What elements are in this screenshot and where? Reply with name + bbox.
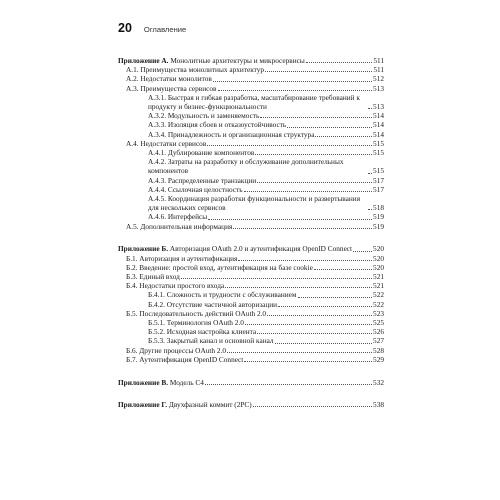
dot-leader (298, 296, 373, 298)
toc-entry-label: А.2. Недостатки монолитов (126, 74, 212, 84)
dot-leader (260, 116, 372, 118)
toc-entry-label: Б.5.2. Исходная настройка клиента (148, 327, 257, 337)
toc-page-number: 518 (373, 203, 384, 213)
toc-page-number: 520 (373, 253, 384, 263)
toc-subsection-entry (118, 194, 384, 212)
toc-page-number: 514 (373, 120, 384, 130)
appendix-label-rest: Модель C4 (168, 377, 204, 387)
appendix-label-bold: Приложение А. (118, 56, 169, 65)
toc-entry-label: Б.6. Другие процессы OAuth 2.0 (126, 345, 226, 355)
appendix-label-rest: Двухфазный коммит (2PC) (167, 400, 252, 410)
toc-entry-label: Б.4.2. Отсутствие частичной авторизации (148, 299, 278, 309)
toc-entry-label: Б.7. Аутентификация OpenID Connect (126, 354, 244, 364)
dot-leader (218, 89, 373, 91)
dot-leader (255, 153, 372, 155)
dot-leader (208, 218, 372, 220)
toc-page-number: 514 (373, 129, 384, 139)
toc-page-number: 521 (373, 281, 384, 291)
dot-leader (265, 70, 372, 72)
toc-section-entry (118, 84, 384, 93)
appendix-block (118, 400, 384, 409)
toc-section-entry (118, 309, 384, 318)
toc-subsection-entry (118, 93, 384, 111)
toc-page-number: 519 (373, 212, 384, 222)
toc-entry-label: Б.3. Единый вход (126, 271, 180, 281)
dot-leader (306, 61, 373, 63)
dot-leader (213, 80, 372, 82)
running-head: Оглавление (143, 25, 187, 34)
page-header (118, 21, 186, 35)
toc-subsection-entry (118, 111, 384, 120)
toc-entry-label: А.4.3. Распределенные транзакции (148, 175, 257, 185)
toc-page-number: 520 (373, 244, 384, 254)
toc-page-number: 517 (373, 175, 384, 185)
toc-section-entry (118, 263, 384, 272)
toc-entry-label: А.4.2. Затраты на разработку и обслуживание дополнительных компонентов (148, 157, 344, 176)
dot-leader (275, 342, 373, 344)
toc-entry-label: Б.5.1. Терминология OAuth 2.0 (148, 317, 244, 327)
table-of-contents (118, 56, 384, 416)
toc-page-number: 527 (373, 336, 384, 346)
toc-section-entry (118, 355, 384, 364)
toc-entry-label: А.3.1. Быстрая и гибкая разработка, масштабирование требований к продукту и бизнес-функциональности (148, 92, 360, 112)
toc-entry-label: А.4.5. Координация разработки функциональности и развертывания для нескольких сервисов (148, 194, 361, 213)
dot-leader (353, 250, 372, 252)
toc-entry-label: А.4.4. Ссылочная целостность (148, 184, 243, 194)
toc-entry-label: А.3.3. Изоляция сбоев и отказоустойчивость (148, 120, 287, 130)
toc-entry-label: А.4.6. Интерфейсы (148, 212, 208, 222)
dot-leader (253, 405, 372, 407)
toc-page-number: 538 (373, 400, 384, 410)
toc-subsection-entry (118, 185, 384, 194)
toc-section-entry (118, 272, 384, 281)
dot-leader (257, 332, 372, 334)
block-spacer (118, 371, 384, 378)
toc-subsection-entry (118, 176, 384, 185)
dot-leader (233, 227, 372, 229)
toc-entry-label (118, 400, 252, 409)
toc-entry-label (118, 56, 305, 65)
toc-section-entry (118, 346, 384, 355)
toc-entry-label: Б.5.3. Закрытый канал и основной канал (148, 336, 274, 346)
appendix-label-rest: Монолитные архитектуры и микросервисы (168, 56, 305, 65)
block-spacer (118, 237, 384, 244)
dot-leader (368, 172, 372, 174)
toc-entry-label: Б.4. Недостатки простого входа (126, 281, 225, 291)
toc-entry-label: А.4. Недостатки сервисов (126, 138, 207, 148)
toc-page-number: 529 (373, 354, 384, 364)
toc-page-number: 513 (373, 102, 384, 112)
toc-subsection-entry (118, 130, 384, 139)
toc-page-number: 517 (373, 184, 384, 194)
dot-leader (368, 208, 372, 210)
toc-entry-label (118, 244, 352, 253)
appendix-label-bold: Приложение Б. (118, 244, 169, 254)
toc-section-entry (118, 74, 384, 83)
appendix-block (118, 56, 384, 231)
toc-entry-label: Б.2. Введение: простой вход, аутентификация на базе cookie (126, 262, 313, 272)
toc-subsection-entry (118, 157, 384, 175)
toc-section-entry (118, 222, 384, 231)
toc-page-number: 512 (373, 74, 384, 84)
dot-leader (244, 190, 372, 192)
toc-page-number: 511 (373, 65, 384, 75)
toc-page-number: 521 (373, 271, 384, 281)
toc-entry-label: Б.4.1. Сложность и трудности с обслуживанием (148, 290, 297, 300)
appendix-label-bold: Приложение Г. (118, 400, 168, 410)
toc-entry-label: А.1. Преимущества монолитных архитектур (126, 65, 265, 75)
toc-page-number: 515 (373, 138, 384, 148)
toc-entry-label: А.3.4. Принадлежность и организационная структура (148, 129, 315, 139)
toc-page-number: 520 (373, 262, 384, 272)
dot-leader (181, 277, 372, 279)
dot-leader (257, 181, 372, 183)
dot-leader (225, 286, 372, 288)
dot-leader (287, 126, 372, 128)
toc-entry-label: А.3. Преимущества сервисов (126, 83, 217, 93)
toc-entry-label: А.3.2. Модульность и заменяемость (148, 111, 260, 121)
toc-page-number: 522 (373, 299, 384, 309)
toc-page-number: 519 (373, 221, 384, 231)
dot-leader (244, 360, 372, 362)
dot-leader (315, 135, 372, 137)
toc-subsection-entry (118, 290, 384, 299)
toc-page-number: 511 (373, 56, 384, 65)
toc-subsection-entry (118, 212, 384, 221)
appendix-entry (118, 378, 384, 387)
toc-page-number: 522 (373, 290, 384, 300)
appendix-entry (118, 400, 384, 409)
toc-section-entry (118, 254, 384, 263)
block-spacer (118, 393, 384, 400)
dot-leader (238, 259, 372, 261)
toc-page-number: 514 (373, 111, 384, 121)
toc-section-entry (118, 65, 384, 74)
toc-section-entry (118, 139, 384, 148)
toc-page-number: 532 (373, 377, 384, 387)
appendix-block (118, 378, 384, 387)
dot-leader (267, 314, 372, 316)
toc-subsection-entry (118, 300, 384, 309)
toc-subsection-entry (118, 148, 384, 157)
appendix-label-rest: Авторизация OAuth 2.0 и аутентификация OpenID Connect (168, 244, 353, 254)
appendix-block (118, 244, 384, 364)
dot-leader (278, 305, 372, 307)
dot-leader (368, 107, 372, 109)
appendix-entry (118, 56, 384, 65)
appendix-entry (118, 244, 384, 253)
toc-section-entry (118, 281, 384, 290)
toc-subsection-entry (118, 327, 384, 336)
toc-subsection-entry (118, 120, 384, 129)
toc-page-number: 515 (373, 148, 384, 158)
dot-leader (245, 323, 372, 325)
dot-leader (205, 383, 372, 385)
toc-page-number: 528 (373, 345, 384, 355)
toc-page-number: 515 (373, 166, 384, 176)
toc-entry-label (118, 378, 204, 387)
dot-leader (314, 268, 372, 270)
page-number: 20 (118, 21, 132, 35)
toc-page-number: 525 (373, 317, 384, 327)
dot-leader (227, 351, 372, 353)
toc-entry-label: Б.1. Авторизация и аутентификация (126, 253, 238, 263)
toc-page-number: 526 (373, 327, 384, 337)
appendix-label-bold: Приложение В. (118, 377, 169, 387)
toc-subsection-entry (118, 318, 384, 327)
toc-page-number: 523 (373, 308, 384, 318)
toc-entry-label: Б.5. Последовательность действий OAuth 2.0 (126, 308, 267, 318)
toc-subsection-entry (118, 336, 384, 345)
dot-leader (207, 144, 372, 146)
toc-page-number: 513 (373, 83, 384, 93)
toc-entry-label: А.4.1. Дублирование компонентов (148, 148, 255, 158)
toc-entry-label: А.5. Дополнительная информация (126, 221, 233, 231)
